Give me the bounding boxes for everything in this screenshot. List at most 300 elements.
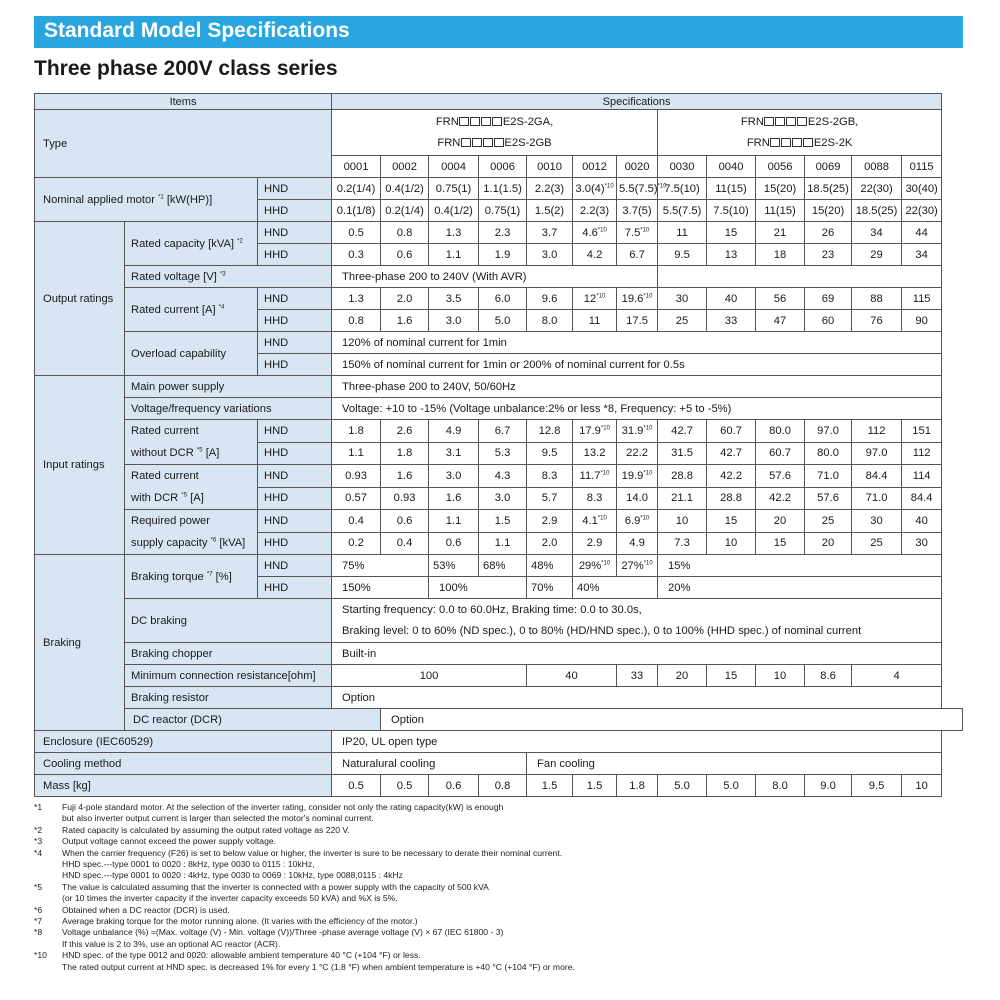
value-cell: 1.1(1.5) — [479, 178, 527, 200]
value-cell: 9.0 — [805, 775, 852, 797]
footnote-marker: *5 — [34, 881, 43, 892]
value-cell: 0.75(1) — [479, 200, 527, 222]
vf-variation-row — [35, 398, 963, 420]
page-subtitle: Three phase 200V class series — [34, 57, 338, 80]
value-cell: 112 — [852, 420, 902, 443]
min-resistance-row — [35, 665, 963, 687]
label-text: Rated current [A] — [131, 303, 216, 316]
value-cell: 9.5 — [527, 442, 573, 465]
value-cell: 3.7(5) — [617, 200, 658, 222]
footnote-text — [62, 905, 964, 916]
blank-box — [459, 117, 469, 126]
mass-label: Mass [kg] — [35, 775, 332, 797]
footnote-ref: *10 — [600, 470, 610, 477]
value-cell: 57.6 — [805, 487, 852, 510]
value-cell: 4.9 — [617, 532, 658, 555]
footnote — [34, 927, 964, 950]
value-cell: 0.57 — [332, 487, 381, 510]
value-cell — [617, 420, 658, 443]
value-cell: 9.5 — [658, 244, 707, 266]
value-cell: 1.5 — [479, 510, 527, 533]
blank-box — [492, 117, 502, 126]
value-cell — [573, 465, 617, 488]
value-cell: 0.2(1/4) — [381, 200, 429, 222]
value-cell: 33 — [707, 310, 756, 332]
type-row — [35, 110, 963, 156]
value-cell: 14.0 — [617, 487, 658, 510]
value-cell: 5.0 — [479, 310, 527, 332]
value-text: 5.5(7.5) — [619, 182, 658, 195]
value-cell: 0.6 — [429, 532, 479, 555]
type-code: 0002 — [381, 156, 429, 178]
value-cell: 8.3 — [527, 465, 573, 488]
blank-box — [764, 117, 774, 126]
value-cell: 5.0 — [707, 775, 756, 797]
value-cell: 114 — [902, 465, 942, 488]
label-text: Rated voltage [V] — [131, 270, 217, 283]
value-text: 6.9 — [624, 514, 641, 527]
label-unit: [kW(HP)] — [166, 193, 213, 206]
value-cell: 0.93 — [381, 487, 429, 510]
footnote — [34, 848, 964, 882]
blank-box — [803, 138, 813, 147]
dc-braking-value: Starting frequency: 0.0 to 60.0Hz, Braking time: 0.0 to 30.0s, — [332, 599, 942, 621]
label-unit: [kVA] — [219, 537, 246, 549]
value-cell: 1.9 — [479, 244, 527, 266]
cooling-natural-value: Naturalural cooling — [332, 753, 527, 775]
value-cell: 1.8 — [332, 420, 381, 443]
spec-table — [34, 93, 963, 797]
value-cell: 21 — [756, 222, 805, 244]
footnote-text — [62, 802, 964, 825]
hnd-label: HND — [258, 555, 332, 577]
value-cell: 7.5(10) — [658, 178, 707, 200]
type-series-ga — [332, 110, 658, 156]
blank-box — [797, 117, 807, 126]
value-cell: 8.0 — [756, 775, 805, 797]
hnd-label: HND — [258, 222, 332, 244]
blank-box — [483, 138, 493, 147]
footnote-ref: *4 — [218, 303, 225, 310]
value-cell: 42.2 — [707, 465, 756, 488]
type-prefix: FRN — [437, 136, 461, 149]
table-header-row — [35, 94, 963, 110]
value-cell: 22(30) — [902, 200, 942, 222]
value-cell: 5.7 — [527, 487, 573, 510]
value-cell: 0.5 — [381, 775, 429, 797]
main-power-row — [35, 376, 963, 398]
blank-box — [472, 138, 482, 147]
label-unit: [A] — [190, 492, 204, 504]
value-cell: 2.6 — [381, 420, 429, 443]
value-cell: 0.5 — [332, 222, 381, 244]
footnote-line: (or 10 times the inverter capacity if the inverter capacity exceeds 50 kVA) and %X is 5%. — [62, 893, 398, 904]
label-unit: [%] — [215, 570, 232, 583]
footnote-text — [62, 950, 964, 973]
value-cell: 17.5 — [617, 310, 658, 332]
value-cell: 13.2 — [573, 442, 617, 465]
footnote-line: The value is calculated assuming that the inverter is connected with a power supply with the capacity of 500 kVA — [62, 881, 489, 892]
footnote-text — [62, 825, 964, 836]
main-power-value: Three-phase 200 to 240V, 50/60Hz — [332, 376, 942, 398]
value-cell: 0.2(1/4) — [332, 178, 381, 200]
type-prefix: FRN — [435, 115, 459, 128]
value-cell: 42.7 — [707, 442, 756, 465]
type-prefix: FRN — [740, 115, 764, 128]
value-cell: 18.5(25) — [805, 178, 852, 200]
hnd-label: HND — [258, 332, 332, 354]
braking-torque-value: 150% — [332, 577, 429, 599]
value-cell — [573, 222, 617, 244]
value-cell: 1.8 — [381, 442, 429, 465]
label-text: Braking torque — [131, 570, 204, 583]
value-cell: 1.8 — [617, 775, 658, 797]
footnote-ref: *2 — [237, 237, 243, 244]
footnote — [34, 836, 964, 847]
value-cell: 21.1 — [658, 487, 707, 510]
value-cell: 3.5 — [429, 288, 479, 310]
label-text: Rated current — [131, 470, 199, 482]
overload-hnd-value: 120% of nominal current for 1min — [332, 332, 942, 354]
value-cell: 60.7 — [756, 442, 805, 465]
value-cell: 1.1 — [479, 532, 527, 555]
braking-torque-hnd-row — [35, 555, 963, 577]
value-cell: 1.6 — [381, 310, 429, 332]
min-resistance-value: 4 — [852, 665, 942, 687]
value-cell: 30(40) — [902, 178, 942, 200]
value-cell: 11 — [573, 310, 617, 332]
value-cell: 0.8 — [332, 310, 381, 332]
value-cell: 15 — [707, 222, 756, 244]
footnote-marker: *6 — [34, 904, 43, 915]
value-cell: 18 — [756, 244, 805, 266]
value-cell: 0.4(1/2) — [429, 200, 479, 222]
footnote-text — [62, 836, 964, 847]
footnote-ref: *10 — [600, 425, 610, 432]
type-code: 0115 — [902, 156, 942, 178]
header-specifications: Specifications — [332, 94, 942, 110]
braking-torque-value: 20% — [658, 577, 942, 599]
type-prefix: FRN — [746, 136, 770, 149]
label-text: supply capacity — [131, 537, 208, 549]
rated-voltage-label — [125, 266, 332, 288]
footnote-line: When the carrier frequency (F26) is set to below value or higher, the inverter is sure to be necessary to derate their nominal current. — [62, 847, 563, 858]
value-cell: 0.8 — [479, 775, 527, 797]
value-cell: 10 — [658, 510, 707, 533]
footnote-ref: *10 — [643, 470, 653, 477]
footnote-line: Fuji 4-pole standard motor. At the selection of the inverter rating, consider not only the rating capacity(kW) is enough — [62, 802, 504, 812]
footnote-text — [62, 927, 964, 950]
value-cell: 151 — [902, 420, 942, 443]
footnote-line: The rated output current at HND spec. is decreased 1% for every 1 °C (1.8 °F) when ambient temperature is +40 °C (+104 °F) or more. — [62, 961, 575, 972]
footnote-ref: *1 — [158, 193, 164, 200]
type-code: 0006 — [479, 156, 527, 178]
dc-reactor-row — [35, 709, 963, 731]
output-ratings-label: Output ratings — [35, 222, 125, 376]
hhd-label: HHD — [258, 442, 332, 465]
value-cell: 0.4 — [381, 532, 429, 555]
value-cell: 80.0 — [756, 420, 805, 443]
blank-box — [792, 138, 802, 147]
min-resistance-value: 8.6 — [805, 665, 852, 687]
value-cell: 0.1(1/8) — [332, 200, 381, 222]
min-resistance-value: 10 — [756, 665, 805, 687]
value-cell: 60 — [805, 310, 852, 332]
value-cell: 0.75(1) — [429, 178, 479, 200]
value-cell: 1.6 — [429, 487, 479, 510]
footnote — [34, 802, 964, 825]
value-cell: 0.8 — [381, 222, 429, 244]
value-text: 19.6 — [621, 292, 644, 305]
value-cell: 8.0 — [527, 310, 573, 332]
footnote-line: HND spec. of the type 0012 and 0020: allowable ambient temperature 40 °C (+104 °F) or less. — [62, 950, 421, 961]
footnote — [34, 950, 964, 973]
dc-reactor-value: Option — [381, 709, 963, 731]
braking-resistor-value: Option — [332, 687, 942, 709]
footnote-marker: *3 — [34, 836, 43, 847]
section-banner — [34, 16, 963, 48]
label-text: Rated current — [131, 425, 199, 437]
type-suffix: E2S-2GB, — [807, 115, 859, 128]
footnote-marker: *2 — [34, 824, 43, 835]
type-code: 0056 — [756, 156, 805, 178]
value-cell: 1.5 — [573, 775, 617, 797]
type-code: 0030 — [658, 156, 707, 178]
value-text: 3.0(4) — [575, 182, 605, 195]
braking-torque-label — [125, 555, 258, 599]
rated-voltage-value: Three-phase 200 to 240V (With AVR) — [332, 266, 658, 288]
value-cell: 6.7 — [479, 420, 527, 443]
braking-torque-value: 75% — [332, 555, 429, 577]
value-cell: 80.0 — [805, 442, 852, 465]
value-cell — [617, 510, 658, 533]
value-cell: 1.1 — [429, 510, 479, 533]
value-text: 17.9 — [579, 424, 601, 437]
label-text: Rated capacity [kVA] — [131, 237, 235, 250]
header-items: Items — [35, 94, 332, 110]
footnote-marker: *8 — [34, 927, 43, 938]
value-cell: 69 — [805, 288, 852, 310]
footnote-ref: *10 — [596, 292, 606, 299]
hhd-label: HHD — [258, 244, 332, 266]
value-cell: 60.7 — [707, 420, 756, 443]
overload-hnd-row — [35, 332, 963, 354]
input-ratings-label: Input ratings — [35, 376, 125, 555]
rated-capacity-hnd-row — [35, 222, 963, 244]
blank-box — [770, 138, 780, 147]
braking-chopper-label: Braking chopper — [125, 643, 332, 665]
value-cell: 40 — [902, 510, 942, 533]
value-cell: 2.0 — [527, 532, 573, 555]
hnd-label: HND — [258, 288, 332, 310]
value-cell: 30 — [658, 288, 707, 310]
value-cell — [573, 510, 617, 533]
value-cell: 22.2 — [617, 442, 658, 465]
value-cell: 0.6 — [381, 244, 429, 266]
type-code: 0001 — [332, 156, 381, 178]
footnote-ref: *10 — [604, 182, 614, 189]
value-cell: 1.1 — [332, 442, 381, 465]
value-cell: 28.8 — [658, 465, 707, 488]
required-capacity-hnd-row — [35, 510, 963, 533]
braking-resistor-label: Braking resistor — [125, 687, 332, 709]
nominal-motor-label — [35, 178, 258, 222]
type-suffix: E2S-2GA, — [502, 115, 554, 128]
footnote-marker: *1 — [34, 802, 43, 812]
value-cell: 10 — [902, 775, 942, 797]
value-cell: 4.9 — [429, 420, 479, 443]
value-cell: 3.0 — [479, 487, 527, 510]
value-text: 27% — [621, 559, 644, 572]
value-cell — [617, 465, 658, 488]
nominal-motor-hnd-row — [35, 178, 963, 200]
min-resistance-value: 40 — [527, 665, 617, 687]
footnote-text — [62, 916, 964, 927]
vf-variation-value: Voltage: +10 to -15% (Voltage unbalance:2% or less *8, Frequency: +5 to -5%) — [332, 398, 942, 420]
type-label: Type — [35, 110, 332, 178]
value-cell — [573, 288, 617, 310]
type-code: 0004 — [429, 156, 479, 178]
value-cell: 56 — [756, 288, 805, 310]
dc-braking-label: DC braking — [125, 599, 332, 643]
type-code: 0088 — [852, 156, 902, 178]
value-cell: 11 — [658, 222, 707, 244]
value-cell: 9.5 — [852, 775, 902, 797]
value-text: 19.9 — [621, 469, 644, 482]
value-cell: 115 — [902, 288, 942, 310]
braking-torque-value: 68% — [479, 555, 527, 577]
value-cell: 20 — [756, 510, 805, 533]
min-resistance-value: 33 — [617, 665, 658, 687]
cooling-fan-value: Fan cooling — [527, 753, 942, 775]
braking-torque-value — [617, 555, 658, 577]
value-cell: 0.2 — [332, 532, 381, 555]
value-cell — [573, 420, 617, 443]
value-cell: 15(20) — [805, 200, 852, 222]
value-cell: 7.5(10) — [707, 200, 756, 222]
hhd-label: HHD — [258, 354, 332, 376]
type-suffix: E2S-2GB — [504, 136, 552, 149]
braking-torque-value: 53% — [429, 555, 479, 577]
value-cell: 34 — [902, 244, 942, 266]
value-cell: 3.0 — [429, 310, 479, 332]
value-cell: 1.5 — [527, 775, 573, 797]
value-text: 4.1 — [582, 514, 598, 527]
blank-box — [494, 138, 504, 147]
value-cell: 76 — [852, 310, 902, 332]
type-code: 0069 — [805, 156, 852, 178]
enclosure-value: IP20, UL open type — [332, 731, 942, 753]
footnote-ref: *10 — [640, 226, 650, 233]
braking-torque-value: 100% — [429, 577, 527, 599]
footnote-ref: *10 — [597, 226, 607, 233]
footnote — [34, 905, 964, 916]
value-cell: 26 — [805, 222, 852, 244]
value-cell: 34 — [852, 222, 902, 244]
footnote-ref: *10 — [597, 515, 607, 522]
braking-resistor-row — [35, 687, 963, 709]
value-cell: 29 — [852, 244, 902, 266]
footnote-line: Voltage unbalance (%) =(Max. voltage (V) - Min. voltage (V))/Three -phase average voltage (V) × 67 (IEC 61800 - 3) — [62, 927, 504, 938]
value-cell: 2.2(3) — [573, 200, 617, 222]
blank-box — [461, 138, 471, 147]
footnote-line: If this value is 2 to 3%, use an optional AC reactor (ACR). — [62, 938, 281, 949]
value-cell: 3.0 — [527, 244, 573, 266]
value-cell: 0.3 — [332, 244, 381, 266]
value-cell: 97.0 — [805, 420, 852, 443]
value-cell: 28.8 — [707, 487, 756, 510]
footnote-ref: *10 — [643, 559, 653, 566]
value-cell: 57.6 — [756, 465, 805, 488]
input-current-wo-dcr-label — [125, 420, 258, 465]
cooling-row — [35, 753, 963, 775]
value-cell — [617, 288, 658, 310]
value-cell: 30 — [852, 510, 902, 533]
value-cell: 2.2(3) — [527, 178, 573, 200]
value-cell: 2.9 — [573, 532, 617, 555]
value-cell: 84.4 — [852, 465, 902, 488]
value-cell: 20 — [805, 532, 852, 555]
value-cell: 47 — [756, 310, 805, 332]
enclosure-label: Enclosure (IEC60529) — [35, 731, 332, 753]
type-code: 0020 — [617, 156, 658, 178]
value-cell: 112 — [902, 442, 942, 465]
value-cell: 18.5(25) — [852, 200, 902, 222]
value-cell: 1.6 — [381, 465, 429, 488]
value-cell: 4.2 — [573, 244, 617, 266]
type-code: 0010 — [527, 156, 573, 178]
overload-hhd-value: 150% of nominal current for 1min or 200% of nominal current for 0.5s — [332, 354, 942, 376]
cooling-label: Cooling method — [35, 753, 332, 775]
value-cell: 71.0 — [805, 465, 852, 488]
footnote-line: Output voltage cannot exceed the power supply voltage. — [62, 836, 277, 847]
value-cell: 6.7 — [617, 244, 658, 266]
rated-current-hnd-row — [35, 288, 963, 310]
value-cell: 5.3 — [479, 442, 527, 465]
value-cell: 8.3 — [573, 487, 617, 510]
type-code: 0012 — [573, 156, 617, 178]
input-current-wo-dcr-hnd-row — [35, 420, 963, 443]
footnote-text — [62, 848, 964, 882]
type-suffix: E2S-2K — [813, 136, 853, 149]
value-cell: 0.4 — [332, 510, 381, 533]
value-cell — [617, 178, 667, 200]
value-text: 12 — [583, 292, 597, 305]
braking-chopper-value: Built-in — [332, 643, 942, 665]
braking-torque-value: 48% — [527, 555, 573, 577]
value-cell: 71.0 — [852, 487, 902, 510]
value-cell: 4.3 — [479, 465, 527, 488]
footnote-marker: *4 — [34, 847, 43, 858]
value-cell — [617, 222, 658, 244]
value-cell: 15(20) — [756, 178, 805, 200]
footnote-ref: *10 — [643, 292, 653, 299]
value-cell: 13 — [707, 244, 756, 266]
hhd-label: HHD — [258, 487, 332, 510]
value-cell: 88 — [852, 288, 902, 310]
label-text: with DCR — [131, 492, 179, 504]
hhd-label: HHD — [258, 310, 332, 332]
blank-box — [781, 138, 791, 147]
footnote-line: HHD spec.---type 0001 to 0020 : 8kHz, type 0030 to 0115 : 10kHz, — [62, 859, 315, 870]
value-cell: 2.3 — [479, 222, 527, 244]
min-resistance-value: 20 — [658, 665, 707, 687]
type-code: 0040 — [707, 156, 756, 178]
footnote-ref: *5 — [181, 492, 188, 499]
footnote — [34, 825, 964, 836]
rated-voltage-row — [35, 266, 963, 288]
footnote-line: Rated capacity is calculated by assuming the output rated voltage as 220 V. — [62, 824, 350, 835]
